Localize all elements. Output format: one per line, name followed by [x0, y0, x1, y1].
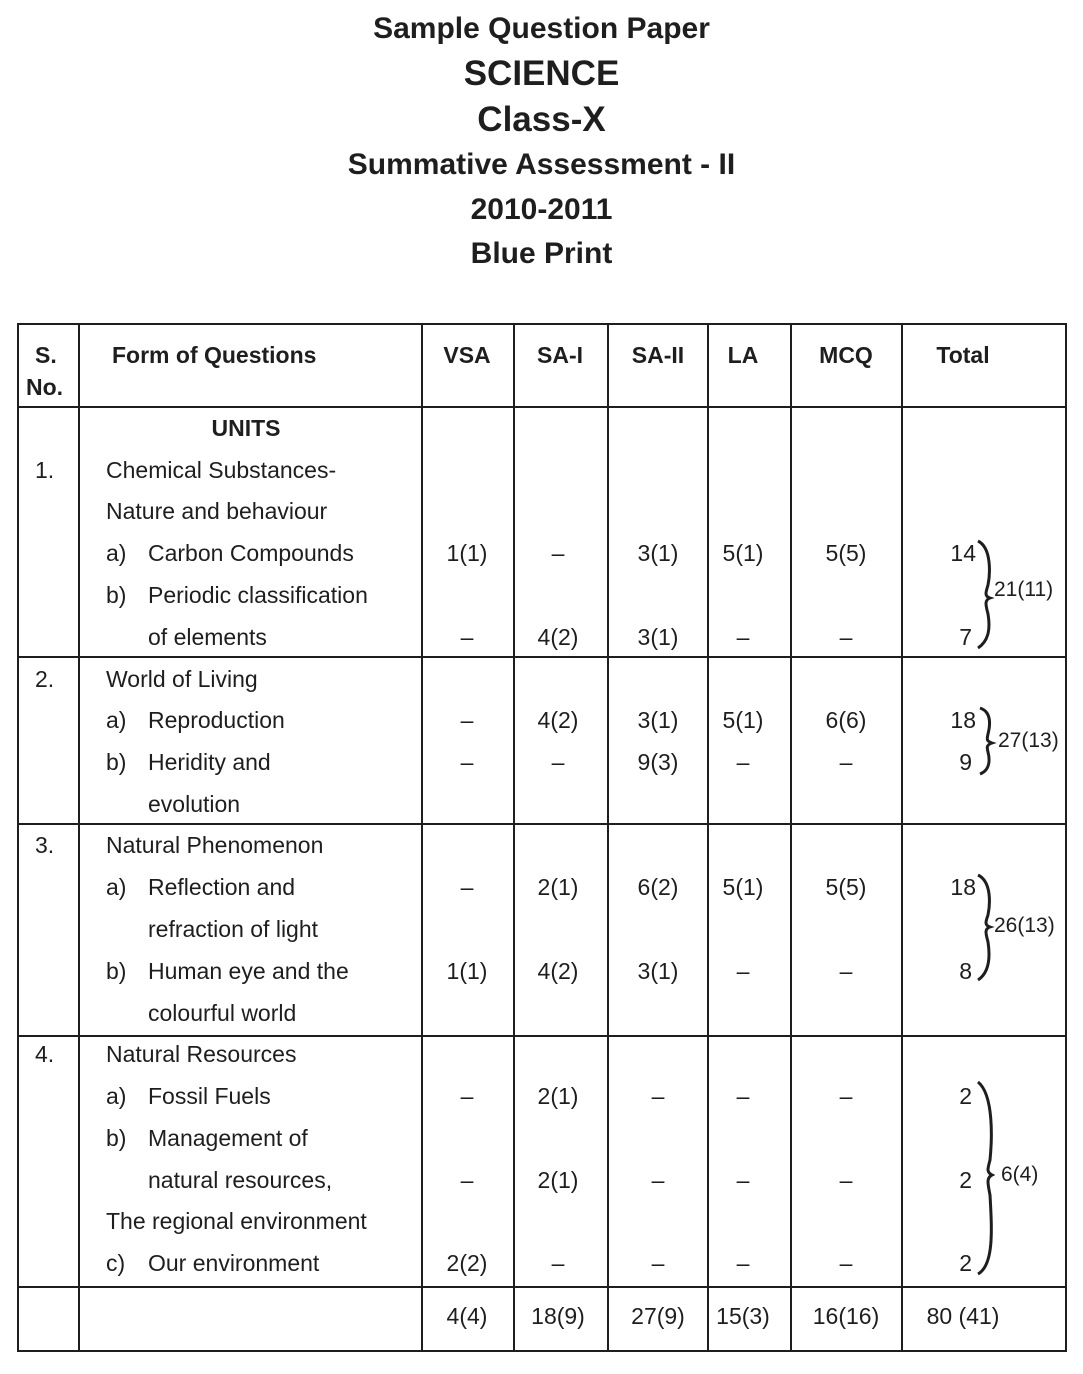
table-border-left	[17, 323, 19, 1352]
grand-total-cell: 27(9)	[631, 1303, 685, 1329]
item-text: colourful world	[148, 1000, 297, 1026]
table-cell: 6(2)	[637, 874, 679, 900]
header-total: Total	[936, 342, 990, 368]
table-cell: 5(1)	[722, 540, 764, 566]
grand-total-cell: 80 (41)	[926, 1303, 1000, 1329]
table-cell: 1(1)	[446, 958, 488, 984]
table-cell: –	[551, 1250, 565, 1276]
table-cell: 2(1)	[537, 874, 579, 900]
section-2-number: 2.	[35, 666, 55, 692]
table-cell: 2	[959, 1167, 972, 1193]
group-total: 27(13)	[998, 729, 1059, 752]
table-cell: 9	[959, 749, 972, 775]
table-cell: 18	[950, 707, 976, 733]
table-cell: 7	[959, 624, 972, 650]
header-vsa: VSA	[443, 342, 491, 368]
table-cell: –	[839, 1250, 853, 1276]
table-cell: 1(1)	[446, 540, 488, 566]
item-letter: c)	[106, 1250, 126, 1276]
grand-total-cell: 16(16)	[812, 1303, 880, 1329]
table-cell: –	[651, 1167, 665, 1193]
item-text: Reproduction	[148, 707, 285, 733]
table-cell: –	[839, 749, 853, 775]
header-sno: S.	[35, 342, 57, 368]
header-mcq: MCQ	[819, 342, 873, 368]
table-cell: 18	[950, 874, 976, 900]
table-cell: –	[839, 624, 853, 650]
table-cell: –	[460, 707, 474, 733]
class-title: Class-X	[477, 100, 606, 139]
table-cell: 2	[959, 1250, 972, 1276]
row-divider	[17, 406, 1067, 408]
item-text: The regional environment	[106, 1208, 367, 1234]
table-cell: –	[839, 1167, 853, 1193]
row-divider	[17, 1035, 1067, 1037]
item-letter: a)	[106, 707, 127, 733]
table-cell: –	[551, 540, 565, 566]
table-cell: 2	[959, 1083, 972, 1109]
table-cell: 6(6)	[825, 707, 867, 733]
table-border-bottom	[17, 1350, 1067, 1352]
item-text: Heridity and	[148, 749, 271, 775]
col-divider	[607, 323, 609, 1352]
col-divider	[901, 323, 903, 1352]
item-text: of elements	[148, 624, 267, 650]
section-3-number: 3.	[35, 832, 55, 858]
table-cell: –	[736, 1083, 750, 1109]
item-text: Fossil Fuels	[148, 1083, 271, 1109]
item-letter: b)	[106, 582, 127, 608]
item-letter: a)	[106, 1083, 127, 1109]
item-letter: b)	[106, 749, 127, 775]
table-border-right	[1065, 323, 1067, 1352]
table-cell: 3(1)	[637, 958, 679, 984]
col-divider	[421, 323, 423, 1352]
table-cell: –	[460, 749, 474, 775]
item-text: Management of	[148, 1125, 308, 1151]
session-year: 2010-2011	[470, 193, 613, 226]
item-letter: a)	[106, 540, 127, 566]
section-1-title: Nature and behaviour	[106, 498, 328, 524]
header-la: LA	[727, 342, 759, 368]
item-text: Our environment	[148, 1250, 320, 1276]
table-cell: –	[839, 958, 853, 984]
header-sa2: SA-II	[631, 342, 685, 368]
table-cell: 2(1)	[537, 1083, 579, 1109]
table-cell: 3(1)	[637, 624, 679, 650]
header-sa1: SA-I	[537, 342, 583, 368]
table-cell: –	[736, 624, 750, 650]
col-divider	[707, 323, 709, 1352]
paper-heading: Sample Question Paper	[373, 12, 710, 45]
col-divider	[78, 323, 80, 1352]
col-divider	[513, 323, 515, 1352]
table-cell: –	[551, 749, 565, 775]
table-cell: 5(5)	[825, 874, 867, 900]
row-divider	[17, 656, 1067, 658]
section-4-title: Natural Resources	[106, 1041, 297, 1067]
table-cell: –	[651, 1250, 665, 1276]
section-4-number: 4.	[35, 1041, 55, 1067]
table-cell: 3(1)	[637, 540, 679, 566]
section-2-title: World of Living	[106, 666, 258, 692]
grand-total-cell: 15(3)	[716, 1303, 770, 1329]
item-text: Carbon Compounds	[148, 540, 354, 566]
table-cell: –	[839, 1083, 853, 1109]
row-divider	[17, 823, 1067, 825]
table-cell: 2(1)	[537, 1167, 579, 1193]
section-1-title: Chemical Substances-	[106, 457, 337, 483]
table-cell: 8	[959, 958, 972, 984]
table-cell: –	[736, 958, 750, 984]
table-cell: 2(2)	[446, 1250, 488, 1276]
col-divider	[790, 323, 792, 1352]
table-cell: 3(1)	[637, 707, 679, 733]
group-total: 21(11)	[994, 578, 1054, 601]
table-cell: 14	[950, 540, 976, 566]
item-text: Human eye and the	[148, 958, 349, 984]
units-label: UNITS	[211, 415, 281, 441]
item-text: natural resources,	[148, 1167, 333, 1193]
table-cell: 9(3)	[637, 749, 679, 775]
table-cell: –	[736, 1250, 750, 1276]
group-total: 6(4)	[1001, 1163, 1039, 1186]
table-cell: –	[736, 749, 750, 775]
table-cell: –	[460, 624, 474, 650]
blue-print-title: Blue Print	[470, 237, 613, 270]
table-cell: 5(1)	[722, 707, 764, 733]
item-text: Periodic classification	[148, 582, 368, 608]
table-cell: 4(2)	[537, 707, 579, 733]
section-3-title: Natural Phenomenon	[106, 832, 324, 858]
item-text: refraction of light	[148, 916, 319, 942]
table-cell: –	[736, 1167, 750, 1193]
item-text: Reflection and	[148, 874, 296, 900]
table-cell: –	[460, 1083, 474, 1109]
table-cell: –	[651, 1083, 665, 1109]
table-cell: 4(2)	[537, 958, 579, 984]
grand-total-cell: 4(4)	[446, 1303, 488, 1329]
item-text: evolution	[148, 791, 241, 817]
row-divider	[17, 1286, 1067, 1288]
assessment-title: Summative Assessment - II	[347, 148, 736, 181]
table-cell: –	[460, 1167, 474, 1193]
table-cell: 5(5)	[825, 540, 867, 566]
table-cell: 5(1)	[722, 874, 764, 900]
item-letter: b)	[106, 958, 127, 984]
item-letter: b)	[106, 1125, 127, 1151]
grand-total-cell: 18(9)	[531, 1303, 585, 1329]
table-cell: 4(2)	[537, 624, 579, 650]
section-1-number: 1.	[35, 457, 55, 483]
table-cell: –	[460, 874, 474, 900]
header-sno: No.	[26, 374, 64, 400]
header-form-of-questions: Form of Questions	[112, 342, 317, 368]
table-border-top	[17, 323, 1067, 325]
group-total: 26(13)	[994, 914, 1055, 937]
subject-title: SCIENCE	[463, 54, 620, 93]
item-letter: a)	[106, 874, 127, 900]
